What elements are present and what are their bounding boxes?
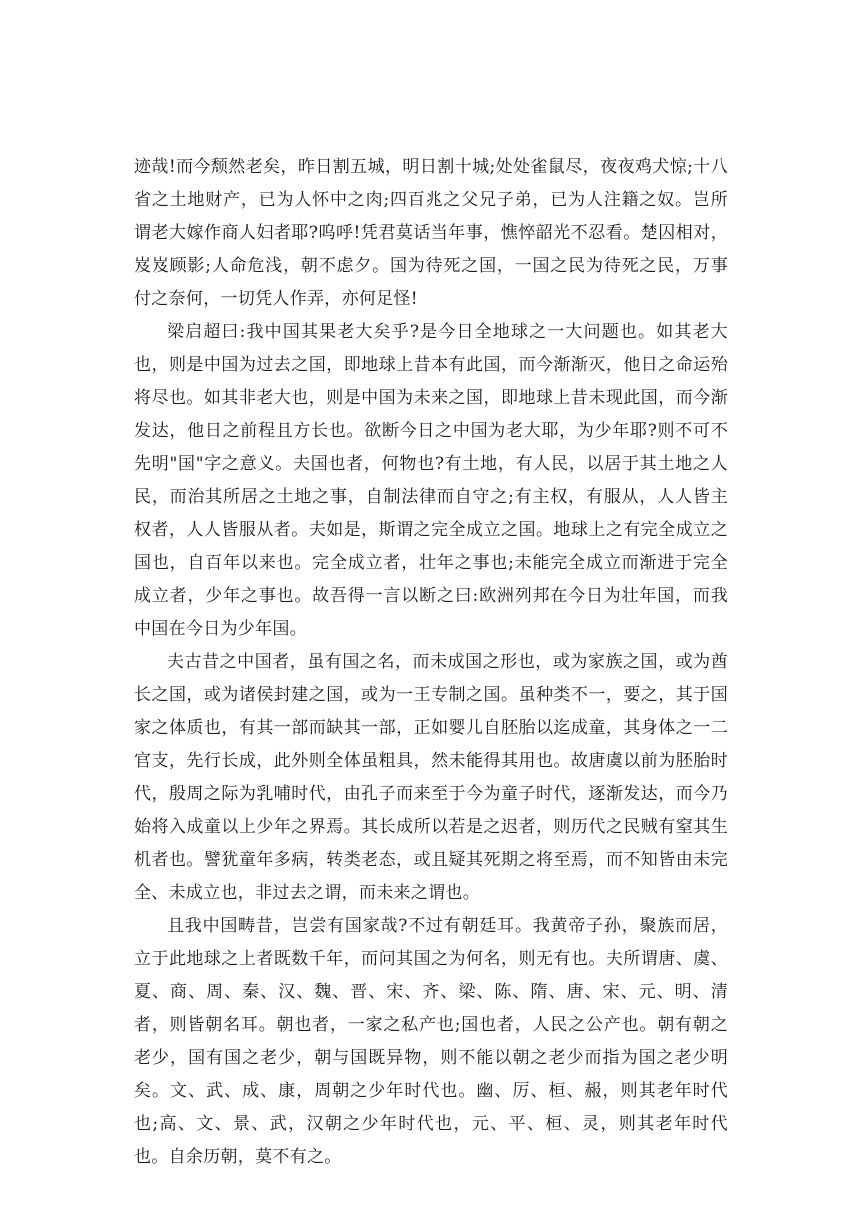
paragraph-2: 梁启超曰:我中国其果老大矣乎?是今日全地球之一大问题也。如其老大也，则是中国为过去之国，即地球上昔本有此国，而今渐渐灭，他日之命运殆将尽也。如其非老大也，则是中国为未来之国，即地球上昔未现此国，而今渐发达，他日之前程且方长也。欲断今日之中国为老大耶，为少年耶?则不可不先明"国"字之意义。夫国也者，何物也?有土地，有人民，以居于其土地之人民，而治其所居之土地之事，自制法律而自守之;有主权，有服从，人人皆主权者，人人皆服从者。夫如是，斯谓之完全成立之国。地球上之有完全成立之国也，自百年以来也。完全成立者，壮年之事也;未能完全成立而渐进于完全成立者，少年之事也。故吾得一言以断之曰:欧洲列邦在今日为壮年国，而我中国在今日为少年国。 <box>134 322 728 639</box>
paragraph-4: 且我中国畴昔，岂尝有国家哉?不过有朝廷耳。我黄帝子孙，聚族而居，立于此地球之上者既数千年，而问其国之为何名，则无有也。夫所谓唐、虞、夏、商、周、秦、汉、魏、晋、宋、齐、梁、陈、隋、唐、宋、元、明、清者，则皆朝名耳。朝也者，一家之私产也;国也者，人民之公产也。朝有朝之老少，国有国之老少，朝与国既异物，则不能以朝之老少而指为国之老少明矣。文、武、成、康，周朝之少年时代也。幽、厉、桓、赧，则其老年时代也;高、文、景、武，汉朝之少年时代也，元、平、桓、灵，则其老年时代也。自余历朝，莫不有之。 <box>134 916 728 1167</box>
document-body <box>134 151 728 1174</box>
paragraph-1: 迹哉!而今颓然老矣，昨日割五城，明日割十城;处处雀鼠尽，夜夜鸡犬惊;十八省之土地财产，已为人怀中之肉;四百兆之父兄子弟，已为人注籍之奴。岂所谓老大嫁作商人妇者耶?呜呼!凭君莫话当年事，憔悴韶光不忍看。楚囚相对，岌岌顾影;人命危浅，朝不虑夕。国为待死之国，一国之民为待死之民，万事付之奈何，一切凭人作弄，亦何足怪! <box>134 157 728 309</box>
paragraph-3: 夫古昔之中国者，虽有国之名，而未成国之形也，或为家族之国，或为酋长之国，或为诸侯封建之国，或为一王专制之国。虽种类不一，要之，其于国家之体质也，有其一部而缺其一部，正如婴儿自胚胎以迄成童，其身体之一二官支，先行长成，此外则全体虽粗具，然未能得其用也。故唐虞以前为胚胎时代，殷周之际为乳哺时代，由孔子而来至于今为童子时代，逐渐发达，而今乃始将入成童以上少年之界焉。其长成所以若是之迟者，则历代之民贼有窒其生机者也。譬犹童年多病，转类老态，或且疑其死期之将至焉，而不知皆由未完全、未成立也，非过去之谓，而未来之谓也。 <box>134 652 728 903</box>
